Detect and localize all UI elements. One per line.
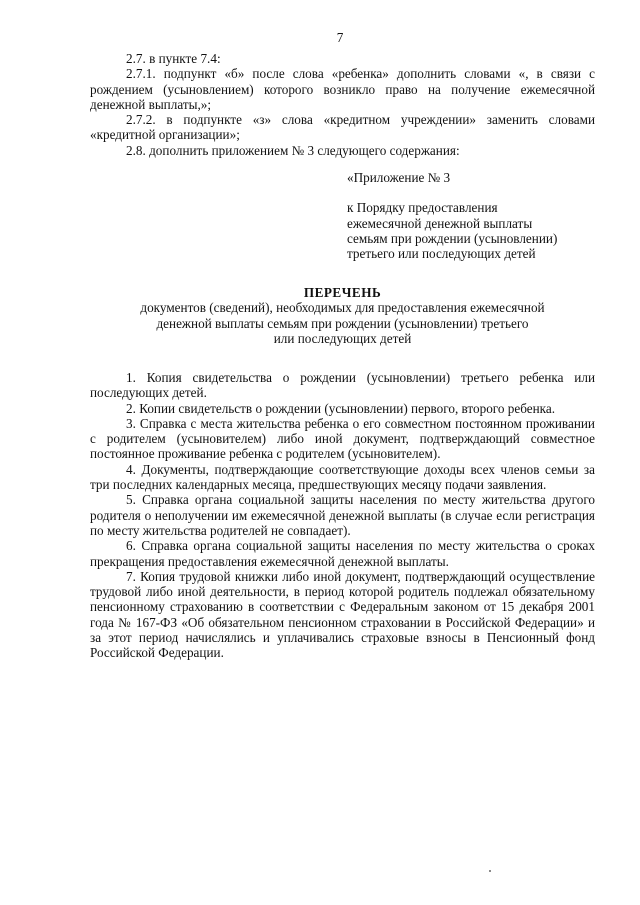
document-item: 3. Справка с места жительства ребенка о его совместном постоянном проживании с родителем (усыновителем) либо иной документ, подтверждающий совместное постоянное проживание ребенка с родителем (усыновителем).: [90, 415, 595, 462]
amendment-paragraph: 2.8. дополнить приложением № 3 следующего содержания:: [126, 142, 460, 158]
amendment-paragraph: 2.7.1. подпункт «б» после слова «ребенка» дополнить словами «, в связи с рождением (усыновлением) которого возникло право на получение ежемесячной денежной выплаты,»;: [90, 66, 595, 112]
documents-list: [90, 370, 595, 661]
heading-title: ПЕРЕЧЕНЬ: [303, 285, 382, 300]
appendix-line: к Порядку предоставления: [347, 200, 498, 216]
document-item: 5. Справка органа социальной защиты населения по месту жительства другого родителя о неполучении им ежемесячной денежной выплаты (в случае если регистрация по месту жительства родителей не совпадает).: [90, 492, 595, 538]
heading-subtitle-line: денежной выплаты семьям при рождении (усыновлении) третьего: [156, 315, 529, 331]
document-item: 7. Копия трудовой книжки либо иной документ, подтверждающий осуществление трудовой либо иной деятельности, в период которой родитель подлежал обязательному пенсионному страхованию в соответствии с Федеральным законом от 15 декабря 2001 года № 167-ФЗ «Об обязательном пенсионном страховании в Российской Федерации» и за этот период начислялись и уплачивались страховые взносы в Пенсионный фонд Российской Федерации.: [90, 568, 595, 661]
amendments-section: [90, 51, 595, 158]
document-item: 1. Копия свидетельства о рождении (усыновлении) третьего ребенка или последующих детей.: [90, 370, 595, 401]
appendix-line: ежемесячной денежной выплаты: [347, 215, 533, 231]
heading-subtitle-line: документов (сведений), необходимых для предоставления ежемесячной: [140, 300, 545, 316]
appendix-number: «Приложение № 3: [347, 170, 451, 185]
document-item: 6. Справка органа социальной защиты населения по месту жительства о сроках прекращения предоставления ежемесячной денежной выплаты.: [90, 538, 595, 569]
amendment-paragraph: 2.7.2. в подпункте «з» слова «кредитном учреждении» заменить словами «кредитной организации»;: [90, 112, 595, 143]
document-item: 4. Документы, подтверждающие соответствующие доходы всех членов семьи за три последних календарных месяца, предшествующих месяцу подачи заявления.: [90, 461, 595, 493]
appendix-line: семьям при рождении (усыновлении): [347, 230, 558, 246]
page-number: 7: [336, 30, 344, 45]
appendix-line: третьего или последующих детей: [347, 246, 536, 262]
list-heading: [90, 285, 595, 346]
scan-speck: [489, 870, 491, 872]
document-item: 2. Копии свидетельств о рождении (усыновлении) первого, второго ребенка.: [126, 400, 556, 416]
amendment-paragraph: 2.7. в пункте 7.4:: [126, 51, 221, 66]
appendix-header: [347, 170, 597, 261]
heading-subtitle-line: или последующих детей: [273, 330, 412, 346]
